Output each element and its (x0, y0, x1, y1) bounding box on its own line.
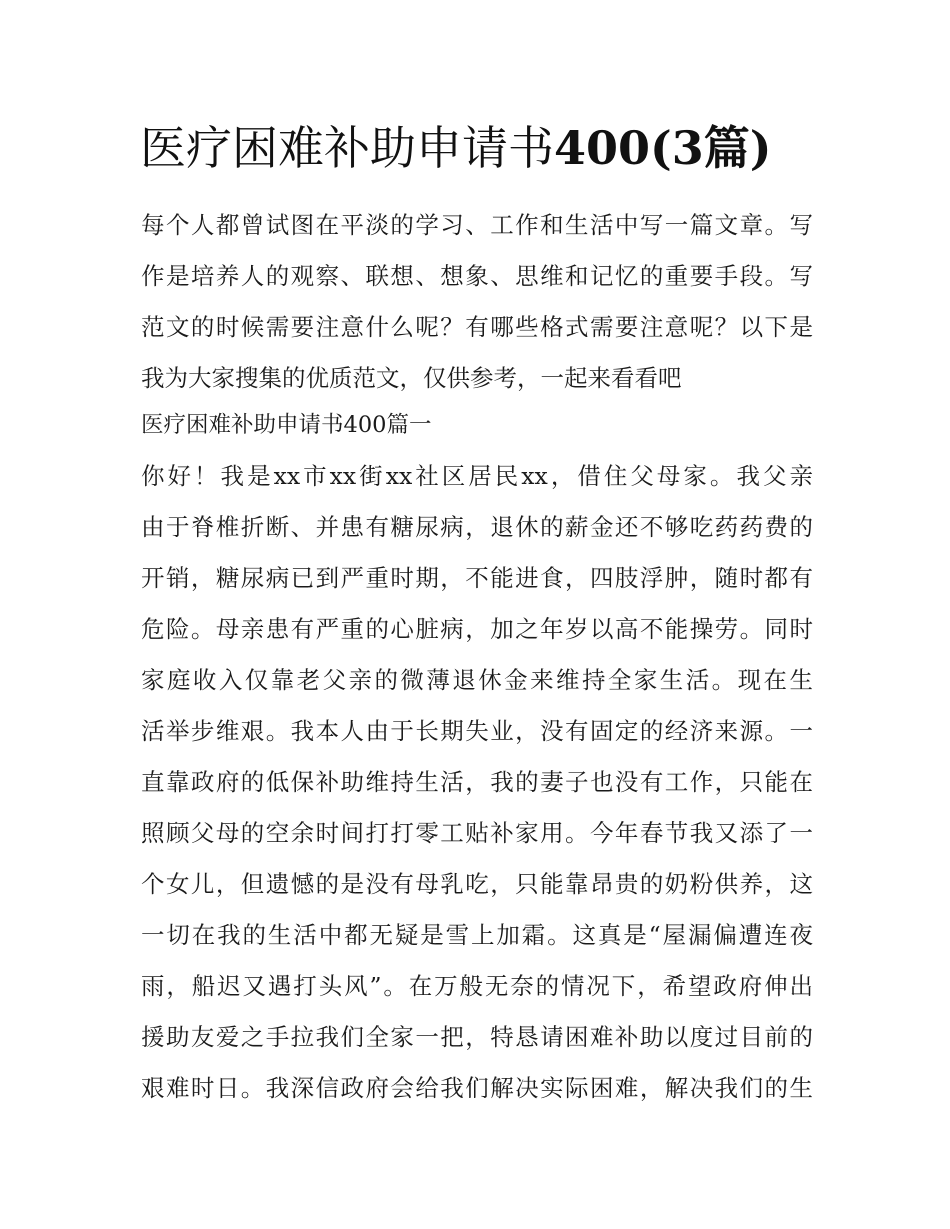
letter-line: 援助友爱之手拉我们全家一把，特恳请困难补助以度过目前的 (141, 1023, 813, 1051)
intro-line: 我为大家搜集的优质范文，仅供参考，一起来看看吧 (141, 364, 682, 392)
section-heading: 医疗困难补助申请书400篇一 (141, 412, 432, 438)
intro-line: 作是培养人的观察、联想、想象、思维和记忆的重要手段。写 (141, 262, 813, 290)
letter-line: 直靠政府的低保补助维持生活，我的妻子也没有工作，只能在 (141, 768, 813, 796)
letter-line: 活举步维艰。我本人由于长期失业，没有固定的经济来源。一 (141, 717, 813, 745)
intro-paragraph (141, 200, 813, 404)
intro-line: 每个人都曾试图在平淡的学习、工作和生活中写一篇文章。写 (141, 211, 813, 239)
letter-line: 雨，船迟又遇打头风”。在万般无奈的情况下，希望政府伸出 (141, 972, 813, 1000)
letter-line: 照顾父母的空余时间打打零工贴补家用。今年春节我又添了一 (141, 819, 813, 847)
letter-line: 危险。母亲患有严重的心脏病，加之年岁以高不能操劳。同时 (141, 615, 813, 643)
letter-paragraph (141, 451, 813, 1114)
title-main-text: 医疗困难补助申请书 (140, 121, 554, 175)
letter-line: 家庭收入仅靠老父亲的微薄退休金来维持全家生活。现在生 (141, 666, 813, 694)
letter-line: 个女儿，但遗憾的是没有母乳吃，只能靠昂贵的奶粉供养，这 (141, 870, 813, 898)
document-title (140, 118, 830, 178)
letter-line: 开销，糖尿病已到严重时期，不能进食，四肢浮肿，随时都有 (141, 564, 813, 592)
letter-line: 一切在我的生活中都无疑是雪上加霜。这真是“屋漏偏遭连夜 (141, 921, 813, 949)
intro-line: 范文的时候需要注意什么呢？有哪些格式需要注意呢？以下是 (141, 313, 813, 341)
letter-line: 由于脊椎折断、并患有糖尿病，退休的薪金还不够吃药药费的 (141, 513, 813, 541)
letter-line: 艰难时日。我深信政府会给我们解决实际困难，解决我们的生 (141, 1074, 813, 1102)
title-suffix-text: 400(3篇) (554, 121, 772, 175)
letter-line: 你好！我是xx市xx街xx社区居民xx，借住父母家。我父亲 (141, 462, 813, 490)
